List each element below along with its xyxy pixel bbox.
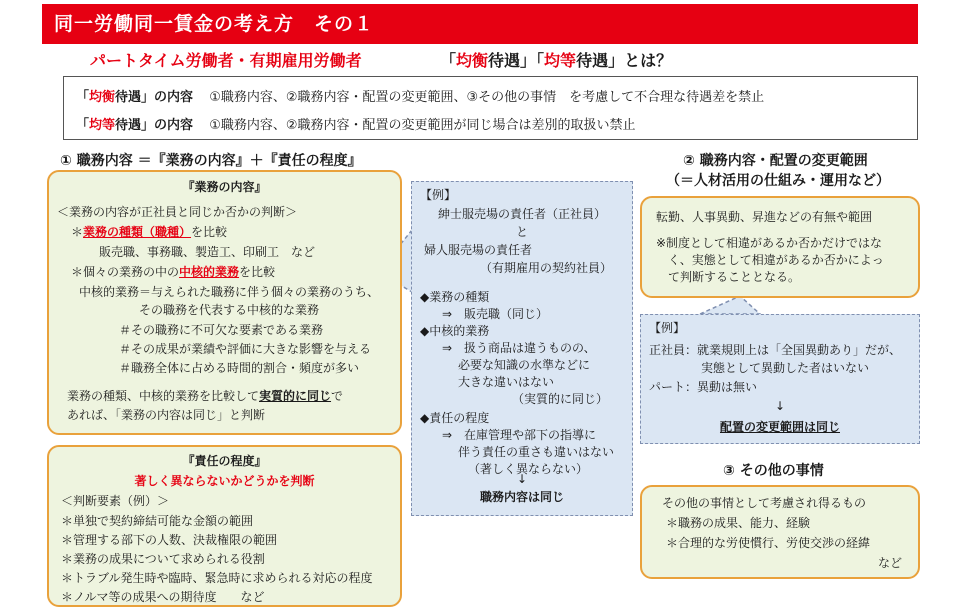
down-arrow-icon: ↓ — [774, 399, 786, 413]
summary-kinko-text: ①職務内容、②職務内容・配置の変更範囲、③その他の事情 を考慮して不合理な待遇差を禁止 — [209, 90, 765, 105]
example-conclusion: 職務内容は同じ — [479, 490, 564, 504]
subtitle-kinto: 均等 — [544, 51, 577, 70]
example-line: と — [515, 225, 528, 239]
example-line: （実質的に同じ） — [512, 392, 609, 406]
section3-title: ③ その他の事情 — [723, 463, 824, 479]
example-line: パート：異動は無い — [649, 380, 758, 394]
gyomu-hash2: ＃その成果が業績や評価に大きな影響を与える — [119, 342, 372, 356]
down-arrow-icon: ↓ — [516, 472, 528, 486]
subtitle-bracket: 待遇」とは？ — [576, 51, 673, 70]
example-line: 紳士服売場の責任者（正社員） — [437, 207, 606, 221]
gyomu-judge: ＜業務の内容が正社員と同じか否かの判断＞ — [57, 205, 298, 219]
gyomu-conclusion1: 業務の種類、中核的業務を比較して実質的に同じで — [67, 389, 344, 403]
sekinin-criterion: 著しく異ならないかどうかを判断 — [134, 474, 315, 488]
transfer-scope-box — [640, 196, 920, 298]
example-label: 【例】 — [649, 321, 686, 335]
summary-kinto-text: ①職務内容、②職務内容・配置の変更範囲が同じ場合は差別的取扱い禁止 — [209, 118, 636, 133]
other-factors-item: ＊合理的な労使慣行、労使交渉の経緯 — [666, 536, 871, 550]
sekinin-item: ＊トラブル発生時や臨時、緊急時に求められる対応の程度 — [61, 571, 373, 585]
example-line: （著しく異ならない） — [468, 462, 589, 476]
gyomu-heading: 『業務の内容』 — [182, 180, 267, 194]
sekinin-item: ＊単独で契約締結可能な金額の範囲 — [61, 514, 254, 528]
example-bullet: ◆中核的業務 — [420, 324, 490, 338]
gyomu-core-def2: その職務を代表する中核的な業務 — [139, 303, 320, 317]
example-line: ⇒ 在庫管理や部下の指導に — [442, 428, 597, 442]
example-line: 大きな違いはない — [458, 375, 555, 389]
example-line: 伴う責任の重さも違いはない — [458, 445, 615, 459]
transfer-scope-line: 転勤、人事異動、昇進などの有無や範囲 — [656, 210, 873, 224]
gyomu-item2: ＊個々の業務の中の中核的業務を比較 — [71, 265, 276, 279]
example-box-job-content — [411, 181, 633, 516]
summary-kinko-label: 「均衡待遇」の内容 — [76, 90, 194, 105]
other-factors-item: ＊職務の成果、能力、経験 — [666, 516, 811, 530]
gyomu-hash1: ＃その職務に不可欠な要素である業務 — [119, 323, 324, 337]
subtitle-bracket: 「 — [440, 51, 457, 70]
example-pointer-right — [700, 296, 760, 314]
other-factors-box — [640, 485, 920, 579]
gyomu-item1: ＊業務の種類（職種）を比較 — [71, 225, 228, 239]
gyomu-item1-examples: 販売職、事務職、製造工、印刷工 など — [99, 245, 316, 259]
example-line: 正社員：就業規則上は「全国異動あり」だが、 — [649, 343, 902, 357]
sekinin-item: ＊管理する部下の人数、決裁権限の範囲 — [61, 533, 278, 547]
sekinin-elements-label: ＜判断要素（例）＞ — [61, 494, 170, 508]
example-bullet: ◆責任の程度 — [420, 411, 490, 425]
sekinin-heading: 『責任の程度』 — [182, 454, 267, 468]
sekinin-box — [47, 445, 402, 607]
example-line: ⇒ 扱う商品は違うものの、 — [442, 341, 596, 355]
gyomu-box — [47, 170, 402, 435]
example-line: 婦人服売場の責任者 — [424, 243, 533, 257]
page-title: 同一労働同一賃金の考え方 その１ — [42, 4, 918, 44]
other-factors-etc: など — [878, 556, 903, 570]
gyomu-core-def1: 中核的業務＝与えられた職務に伴う個々の業務のうち、 — [79, 285, 380, 299]
section2-subtitle: （＝人材活用の仕組み・運用など） — [666, 173, 890, 189]
sekinin-item: ＊ノルマ等の成果への期待度 など — [61, 590, 265, 604]
example-line: ⇒ 販売職（同じ） — [442, 307, 549, 321]
other-factors-line: その他の事情として考慮され得るもの — [662, 496, 867, 510]
transfer-scope-note: て判断することとなる。 — [668, 270, 801, 284]
gyomu-hash3: ＃職務全体に占める時間的割合・頻度が多い — [119, 361, 360, 375]
example-line: 必要な知識の水準などに — [458, 358, 591, 372]
example-line: （有期雇用の契約社員） — [480, 261, 613, 275]
transfer-scope-note: ※制度として相違があるか否かだけではな — [656, 236, 883, 250]
gyomu-conclusion2: あれば、「業務の内容は同じ」と判断 — [67, 408, 266, 422]
example-box-transfer — [640, 314, 920, 444]
transfer-scope-note: く、実態として相違があるか否かによっ — [668, 253, 884, 267]
subtitle-target-workers: パートタイム労働者・有期雇用労働者 — [90, 51, 362, 70]
section1-title: ① 職務内容 ＝『業務の内容』＋『責任の程度』 — [60, 153, 362, 169]
subtitle-kinko: 均衡 — [456, 51, 489, 70]
example-bullet: ◆業務の種類 — [420, 290, 490, 304]
example-conclusion: 配置の変更範囲は同じ — [719, 420, 840, 434]
example-label: 【例】 — [420, 188, 457, 202]
summary-kinto-label: 「均等待遇」の内容 — [76, 118, 194, 133]
subtitle-bracket: 待遇」「 — [488, 51, 545, 70]
sekinin-item: ＊業務の成果について求められる役割 — [61, 552, 265, 566]
example-line: 実態として異動した者はいない — [701, 361, 870, 375]
section2-title: ② 職務内容・配置の変更範囲 — [683, 153, 868, 169]
